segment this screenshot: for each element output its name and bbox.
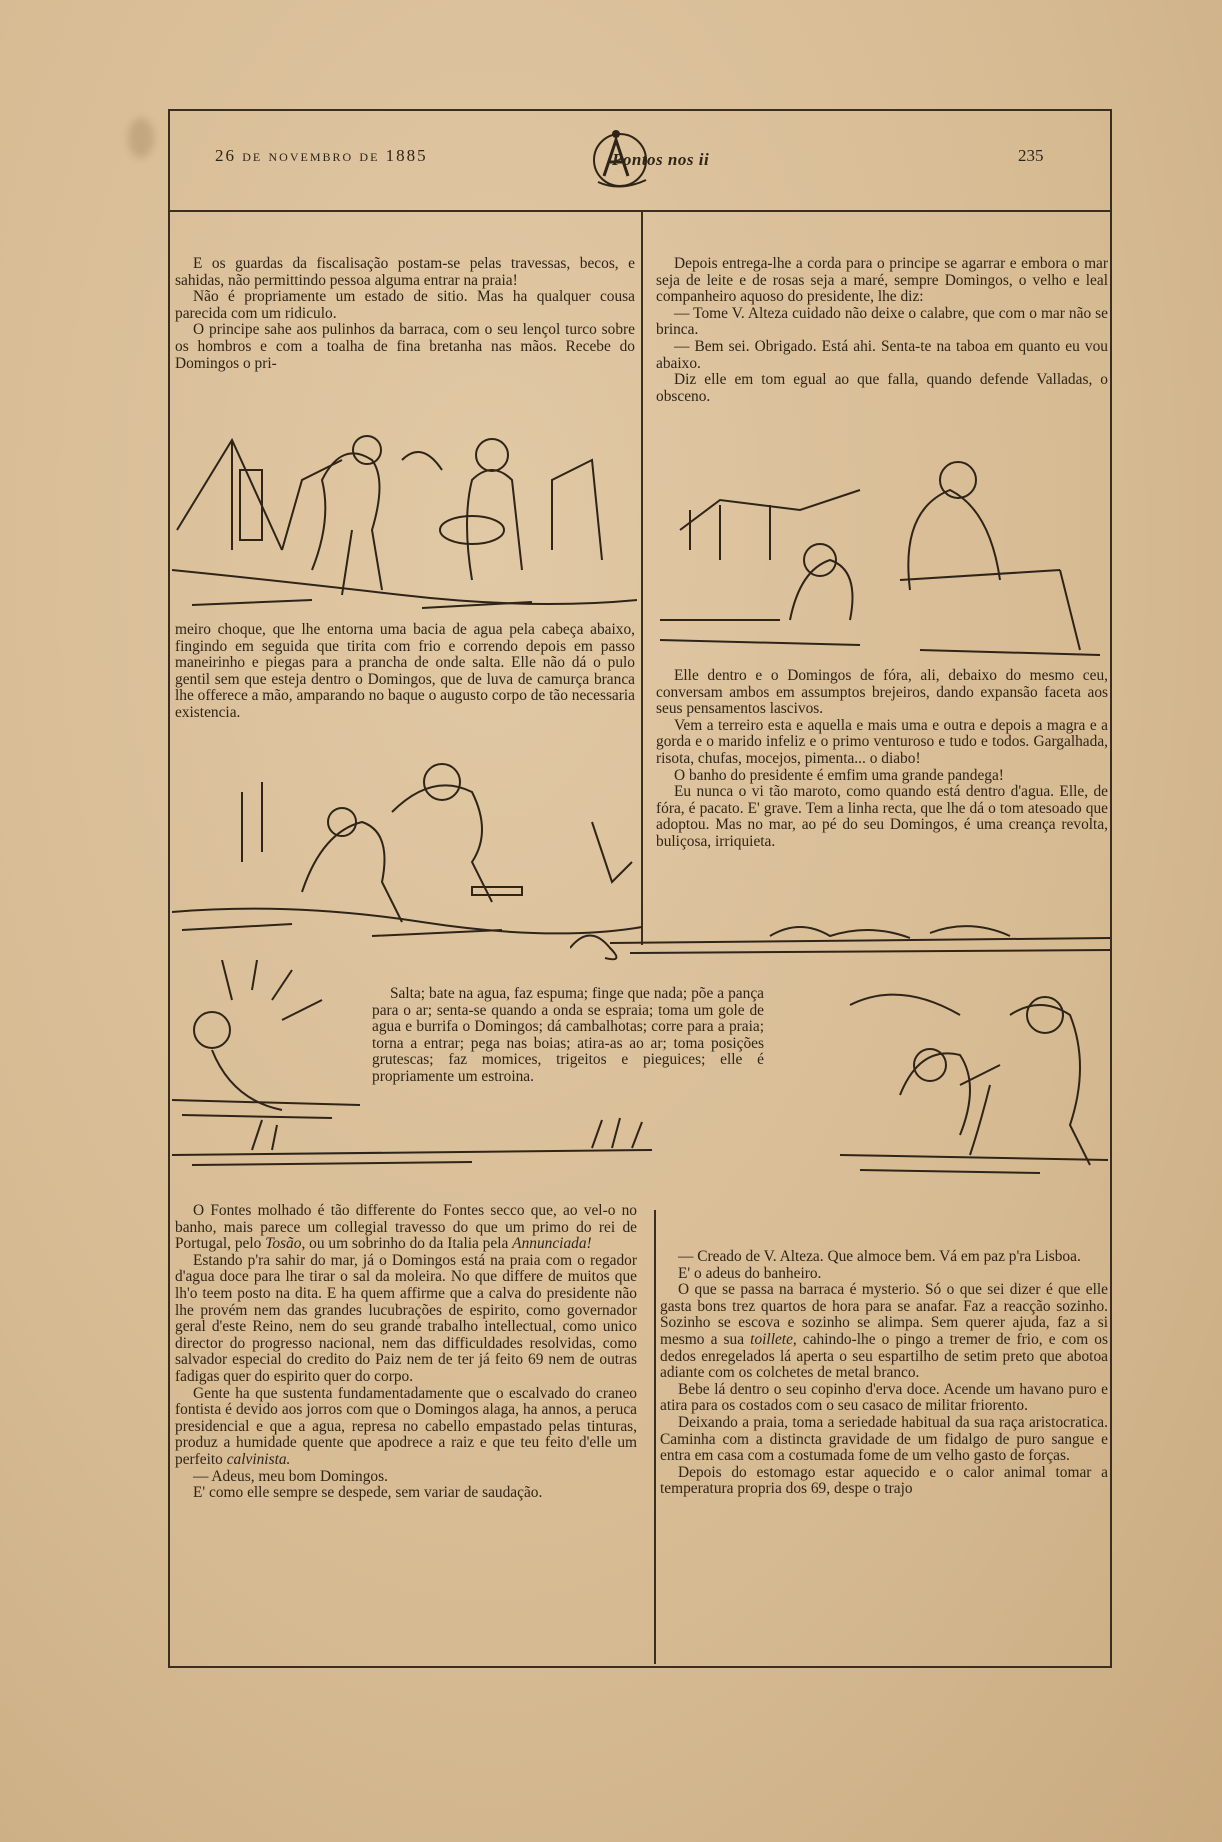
paragraph: E os guardas da fiscalisação postam-se pelas travessas, becos, e sahidas, não permittindo pessoa alguma entrar na praia!: [175, 255, 635, 289]
text-run: , ou um sobrinho do da Italia pela: [301, 1235, 513, 1253]
middle-text-block: Salta; bate na agua, faz espuma; finge que nada; põe a pança para o ar; senta-se quando a onda se espraia; toma um gole de agua e burrifa o Domingos; dá cambalhotas; corre para a praia; torna a entrar; pega nas boias; atira-as ao ar; toma posições grutescas; faz momices, trigeitos e pieguices; elle é propriamente um estroina.: [372, 985, 764, 1085]
bottom-left-column: [175, 1203, 637, 1502]
text-run: , cahindo-lhe o pingo a tremer de frio, e com os dedos enregelados lá aperta o seu espartilho de setim preto que abotoa adiante com os colchetes de metal branco.: [660, 1330, 1108, 1382]
paragraph: — Bem sei. Obrigado. Está ahi. Senta-te na taboa em quanto eu vou abaixo.: [656, 337, 1108, 372]
ink-stain: [128, 118, 154, 158]
paragraph: Depois do estomago estar aquecido e o calor animal tomar a temperatura propria dos 69, despe o trajo: [660, 1463, 1108, 1498]
grass-divider-icon: [172, 1110, 652, 1170]
column-rule-lower: [654, 1210, 656, 1664]
wave-divider-icon: [570, 918, 1110, 973]
pouring-water-illustration-icon: [840, 985, 1108, 1175]
text-run: calvinista.: [226, 1450, 291, 1468]
text-run: Annunciada!: [512, 1235, 592, 1253]
paragraph: Diz elle em tom egual ao que falla, quando defende Valladas, o obsceno.: [656, 371, 1108, 405]
paragraph: Deixando a praia, toma a seriedade habitual da sua raça aristocratica. Caminha com a distincta gravidade de um fidalgo de puro sangue e entra em casa com a costumada fome de um velho gasto de forças.: [660, 1413, 1108, 1465]
paragraph: [660, 1282, 1108, 1382]
bottom-right-column: [660, 1249, 1108, 1498]
text-run: O Fontes molhado é tão differente do Fontes secco que, ao vel-o no banho, mais parece um collegial travesso do que um primo do rei de Portugal, pelo: [175, 1202, 637, 1253]
paragraph: meiro choque, que lhe entorna uma bacia de agua pela cabeça abaixo, fingindo em seguida que tirita com frio e correndo depois em passo maneirinho e piegas para a prancha de onde salta. Elle não dá o pulo gentil sem que esteja dentro o Domingos, que de luva de camurça branca lhe offerece a mão, amparando no baque o augusto corpo de tão necessaria existencia.: [175, 621, 635, 721]
paragraph: O principe sahe aos pulinhos da barraca, com o seu lençol turco sobre os hombros e com a toalha de fina bretanha nas mãos. Recebe do Domingos o pri-: [175, 321, 635, 372]
header-rule: [168, 210, 1110, 212]
bather-with-basin-illustration-icon: [172, 420, 637, 615]
bather-on-plank-illustration-icon: [660, 450, 1108, 665]
left-column-top: [175, 256, 635, 372]
paragraph: [175, 1203, 637, 1253]
paragraph: Estando p'ra sahir do mar, já o Domingos está na praia com o regador d'agua doce para lhe tirar o sal da moleira. No que differe de muitos que lh'o teem posto na dita. E ha quem affirme que a calva do presidente não lhe provém nem das grandes lucubrações de espirito, como governador geral d'este Reino, nem do seu grande trabalho intellectual, como unico director do progresso nacional, nem das difficuldades resolvidas, como salvador especial do credito do Paiz nem de ter já feito 69 nem de outras fadigas quer do espirito quer do corpo.: [175, 1251, 637, 1385]
paragraph: Não é propriamente um estado de sitio. Mas ha qualquer cousa parecida com um ridiculo.: [175, 288, 635, 322]
text-run: toillete: [750, 1330, 793, 1348]
page-number: 235: [1018, 146, 1044, 165]
text-run: Tosão: [265, 1235, 302, 1253]
paragraph: Elle dentro e o Domingos de fóra, ali, debaixo do mesmo ceu, conversam ambos em assumptos brejeiros, dando expansão faceta aos seus pensamentos lascivos.: [656, 667, 1108, 718]
paragraph: — Adeus, meu bom Domingos.: [193, 1467, 388, 1485]
paragraph: E' como elle sempre se despede, sem variar de saudação.: [193, 1484, 543, 1502]
splash-illustration-icon: [172, 960, 360, 1120]
paragraph: Depois entrega-lhe a corda para o principe se agarrar e embora o mar seja de leite e de rosas seja a maré, sempre Domingos, o velho e leal companheiro aquoso do presidente, lhe diz:: [656, 255, 1108, 306]
masthead-title: Pontos nos ii: [612, 150, 710, 169]
prince-jumping-illustration-icon: [172, 752, 642, 942]
paragraph: — Creado de V. Alteza. Que almoce bem. Vá em paz p'ra Lisboa.: [678, 1248, 1081, 1265]
paragraph: [175, 1386, 637, 1469]
paragraph: Vem a terreiro esta e aquella e mais uma e outra e depois a magra e a gorda e o marido infeliz e o primo venturoso e tudo e todos. Gargalhada, risota, chufas, mocejos, pimenta... o diabo!: [656, 716, 1108, 767]
paragraph: — Tome V. Alteza cuidado não deixe o calabre, que com o mar não se brinca.: [656, 304, 1108, 339]
paragraph: E' o adeus do banheiro.: [678, 1264, 822, 1282]
right-column-top: [656, 256, 1108, 405]
text-run: Gente ha que sustenta fundamentadamente que o escalvado do craneo fontista é devido aos jorros com que o Domingos alaga, ha annos, a peruca presidencial e que a agua, represa no cabello empastado pelas tinturas, produz a humidade quente que apodrece a raiz e que teu feito d'elle um perfeito: [175, 1384, 637, 1468]
paragraph: Eu nunca o vi tão maroto, como quando está dentro d'agua. Elle, de fóra, é pacato. E' grave. Tem a linha recta, que lhe dá o tom atesoado que adoptou. Mas no mar, ao pé do seu Domingos, é uma creança revolta, buliçosa, irriquieta.: [656, 783, 1108, 850]
right-column-middle: [656, 668, 1108, 851]
text-run: O que se passa na barraca é mysterio. Só o que sei dizer é que elle gasta bons trez quartos de hora para se anafar. Faz a reacção sozinho. Sozinho se escova e sozinho se alimpa. Sem querer ajuda, faz a si mesmo a sua: [660, 1281, 1108, 1348]
paragraph: Bebe lá dentro o seu copinho d'erva doce. Acende um havano puro e atira para os costados com o seu casaco de militar friorento.: [660, 1380, 1108, 1415]
paragraph: O banho do presidente é emfim uma grande pandega!: [674, 766, 1004, 784]
issue-date: 26 de novembro de 1885: [215, 146, 428, 165]
left-column-middle: [175, 622, 635, 722]
